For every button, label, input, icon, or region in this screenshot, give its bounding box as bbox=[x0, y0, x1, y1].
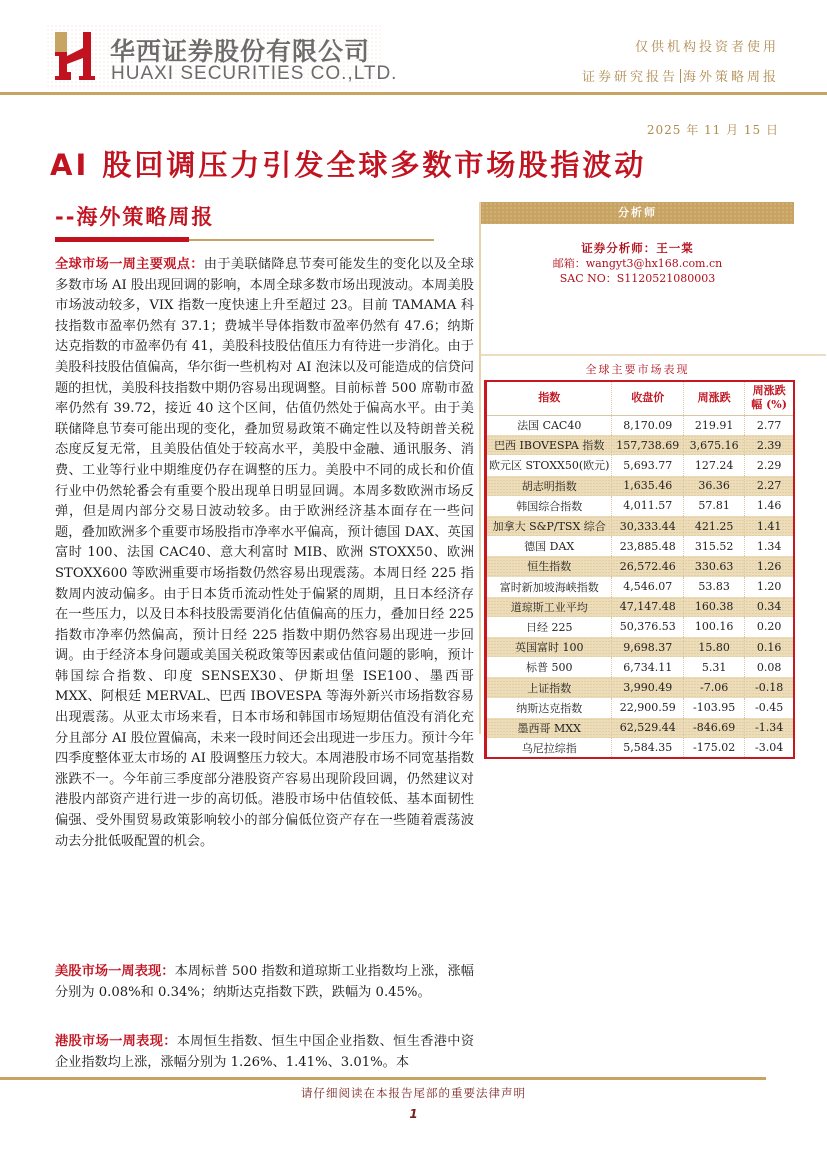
table-row bbox=[486, 698, 795, 718]
paragraph-text: 由于美联储降息节奏可能发生的变化以及全球多数市场 AI 股出现回调的影响，本周全球多数市场出现波动。本周美股市场波动较多，VIX 指数一度快速上升至超过 23。目前 TAMAMA 科技指数市盈率仍然有 37.1；费城半导体指数市盈率仍然有 47.6；纳斯达克指数的市盈率仍有 41，美股科技股估值压力有待进一步消化。由于美股科技股估值偏高，华尔街一些机构对 AI 泡沫以及可能造成的信贷问题的担忧，美股科技指数中期仍容易出现调整。目前标普 500 席勒市盈率仍然有 39.72，接近 40 这个区间，估值仍然处于偏高水平。由于美联储降息节奏可能出现的变化，叠加贸易政策不确定性以及特朗普关税态度反复无常，且美股估值处于较高水平，美股中金融、通讯服务、消费、工业等行业中期维度仍存在调整的压力。美股中不同的成长和价值行业中仍然轮番会有重要个股出现单日明显回调。本周多数欧洲市场反弹，但是周内部分交易日波动较多。由于欧洲经济基本面存在一些问题，叠加欧洲多个重要市场股指市净率水平偏高，预计德国 DAX、英国富时 100、法国 CAC40、意大利富时 MIB、欧洲 STOXX50、欧洲 STOXX600 等欧洲重要市场指数仍然容易出现震荡。本周日经 225 指数周内波动偏多。由于日本货币流动性处于偏紧的周期，且日本经济存在一些压力，以及日本科技股需要消化估值偏高的压力，叠加日经 225 指数市净率仍然偏高，预计日经 225 指数中期仍然容易出现进一步回调。由于经济本身问题或美国关税政策等因素或估值问题的影响，预计韩国综合指数、印度 SENSEX30、伊斯坦堡 ISE100、墨西哥 MXX、阿根廷 MERVAL、巴西 IBOVESPA 等海外新兴市场指数容易出现震荡。从亚太市场来看，日本市场和韩国市场短期估值没有消化充分且部分 AI 股位置偏高，未来一段时间还会出现进一步压力。预计今年四季度整体亚太市场的 AI 股调整压力较大。本周港股市场不同宽基指数涨跌不一。今年前三季度部分港股资产容易出现阶段回调，仍然建议对港股内部资产进行进一步的高切低。港股市场中估值较低、基本面韧性偏强、受外围贸易政策影响较小的部分偏低位资产存在一些随着震荡波动去分批低吸配置的机会。 bbox=[55, 257, 474, 849]
analyst-sac-number: SAC NO：S1120521080003 bbox=[559, 272, 716, 285]
cell-change-pct: 0.08 bbox=[756, 660, 782, 674]
report-title: AI 股回调压力引发全球多数市场股指波动 bbox=[50, 148, 647, 182]
report-type: 证券研究报告 bbox=[581, 70, 678, 85]
cell-change: 219.91 bbox=[684, 415, 745, 435]
company-name-cn: 华西证券股份有限公司 bbox=[110, 37, 371, 66]
cell-close: 8,170.09 bbox=[612, 415, 684, 435]
table-row bbox=[486, 677, 795, 697]
cell-index-name: 胡志明指数 bbox=[486, 476, 612, 496]
cell-index-name: 标普 500 bbox=[486, 657, 612, 677]
cell-close: 5,584.35 bbox=[612, 738, 684, 758]
table-row bbox=[486, 738, 795, 758]
cell-index-name: 墨西哥 MXX bbox=[486, 718, 612, 738]
table-row bbox=[486, 718, 795, 738]
header-close: 收盘价 bbox=[612, 381, 684, 415]
company-logo bbox=[46, 24, 398, 90]
cell-change-pct: 0.34 bbox=[745, 597, 794, 617]
cell-change: 57.81 bbox=[684, 496, 745, 516]
cell-index-name: 英国富时 100 bbox=[486, 637, 612, 657]
report-date: 2025 年 11 月 15 日 bbox=[646, 123, 779, 137]
report-category bbox=[582, 66, 779, 85]
cell-change-pct: -0.45 bbox=[755, 701, 784, 715]
cell-change: -175.02 bbox=[684, 738, 745, 758]
cell-change-pct: 0.20 bbox=[756, 620, 782, 634]
table-row bbox=[486, 476, 795, 496]
cell-index-name: 加拿大 S&P/TSX 综合 bbox=[486, 516, 612, 536]
cell-change-pct: 2.27 bbox=[745, 476, 794, 496]
table-header-row bbox=[486, 381, 795, 415]
cell-close: 47,147.48 bbox=[612, 597, 684, 617]
cell-change: 15.80 bbox=[684, 637, 745, 657]
table-row bbox=[486, 597, 795, 617]
cell-change-pct: 1.34 bbox=[756, 539, 782, 553]
table-body bbox=[486, 415, 795, 758]
analyst-name: 证券分析师：王一棠 bbox=[581, 241, 694, 255]
cell-index-name: 法国 CAC40 bbox=[486, 415, 612, 435]
cell-change-pct: 1.26 bbox=[745, 556, 794, 576]
header-index: 指数 bbox=[486, 381, 612, 415]
report-subtitle: --海外策略周报 bbox=[55, 205, 215, 229]
table-row bbox=[486, 435, 795, 455]
table-row bbox=[486, 516, 795, 536]
cell-change: 36.36 bbox=[684, 476, 745, 496]
table-caption: 全球主要市场表现 bbox=[585, 363, 690, 376]
cell-change: 330.63 bbox=[684, 556, 745, 576]
cell-change: 127.24 bbox=[684, 455, 745, 475]
paragraph-us-market bbox=[55, 962, 474, 1003]
cell-index-name: 道琼斯工业平均 bbox=[486, 597, 612, 617]
cell-change: 315.52 bbox=[684, 536, 745, 556]
audience-note: 仅供机构投资者使用 bbox=[634, 40, 779, 55]
title-underline-gold bbox=[189, 239, 434, 241]
cell-change-pct: 1.46 bbox=[756, 499, 782, 513]
cell-index-name: 上证指数 bbox=[486, 677, 612, 697]
paragraph-hk-market bbox=[55, 1032, 474, 1073]
paragraph-lead: 全球市场一周主要观点： bbox=[55, 257, 204, 272]
cell-index-name: 纳斯达克指数 bbox=[486, 698, 612, 718]
cell-close: 50,376.53 bbox=[612, 617, 684, 637]
company-name-en: HUAXI SECURITIES CO.,LTD. bbox=[111, 63, 398, 84]
cell-change: 5.31 bbox=[684, 657, 745, 677]
header-change-pct: 周涨跌 幅 (%) bbox=[751, 384, 787, 412]
cell-change: -7.06 bbox=[684, 677, 745, 697]
cell-close: 3,990.49 bbox=[612, 677, 684, 697]
cell-change: -103.95 bbox=[684, 698, 745, 718]
table-row bbox=[486, 637, 795, 657]
cell-close: 6,734.11 bbox=[612, 657, 684, 677]
cell-change: 421.25 bbox=[684, 516, 745, 536]
cell-close: 9,698.37 bbox=[612, 637, 684, 657]
cell-close: 4,011.57 bbox=[612, 496, 684, 516]
cell-change-pct: 2.39 bbox=[745, 435, 794, 455]
cell-index-name: 富时新加坡海峡指数 bbox=[486, 577, 612, 597]
legal-disclaimer-note: 请仔细阅读在本报告尾部的重要法律声明 bbox=[301, 1086, 526, 1100]
report-series: 海外策略周报 bbox=[682, 70, 779, 85]
cell-change-pct: -1.34 bbox=[745, 718, 794, 738]
cell-change: -846.69 bbox=[684, 718, 745, 738]
cell-close: 23,885.48 bbox=[612, 536, 684, 556]
cell-index-name: 德国 DAX bbox=[486, 536, 612, 556]
table-row bbox=[486, 415, 795, 435]
page-number: 1 bbox=[409, 1107, 418, 1121]
cell-change-pct: 0.16 bbox=[745, 637, 794, 657]
sidebar-divider bbox=[481, 354, 826, 356]
cell-change-pct: -0.18 bbox=[745, 677, 794, 697]
table-row bbox=[486, 556, 795, 576]
cell-index-name: 韩国综合指数 bbox=[486, 496, 612, 516]
cell-index-name: 恒生指数 bbox=[486, 556, 612, 576]
cell-close: 4,546.07 bbox=[612, 577, 684, 597]
footer-divider bbox=[0, 1077, 766, 1080]
cell-change: 53.83 bbox=[684, 577, 745, 597]
cell-change: 100.16 bbox=[684, 617, 745, 637]
huaxi-logo-icon bbox=[55, 32, 95, 80]
cell-change: 160.38 bbox=[684, 597, 745, 617]
market-performance-table bbox=[484, 380, 795, 759]
paragraph-text: 本周恒生指数、恒生中国企业指数、恒生香港中资企业指数均上涨，涨幅分别为 1.26%、1.41%、3.01%。本 bbox=[55, 1034, 475, 1070]
paragraph-lead: 美股市场一周表现： bbox=[55, 964, 175, 979]
cell-change-pct: -3.04 bbox=[755, 741, 784, 755]
table-row bbox=[486, 577, 795, 597]
category-separator bbox=[680, 69, 681, 83]
paragraph-text: 本周标普 500 指数和道琼斯工业指数均上涨，涨幅分别为 0.08%和 0.34%；纳斯达克指数下跌，跌幅为 0.45%。 bbox=[55, 964, 474, 1000]
analyst-section-header: 分析师 bbox=[481, 202, 794, 224]
sidebar bbox=[479, 202, 826, 755]
cell-change-pct: 2.77 bbox=[756, 418, 782, 432]
cell-close: 62,529.44 bbox=[612, 718, 684, 738]
cell-close: 26,572.46 bbox=[612, 556, 684, 576]
table-row bbox=[486, 617, 795, 637]
table-row bbox=[486, 455, 795, 475]
cell-change-pct: 1.20 bbox=[756, 580, 782, 594]
cell-close: 1,635.46 bbox=[612, 476, 684, 496]
table-row bbox=[486, 496, 795, 516]
paragraph-global-market-view bbox=[55, 255, 474, 852]
cell-close: 157,738.69 bbox=[612, 435, 684, 455]
cell-close: 22,900.59 bbox=[612, 698, 684, 718]
paragraph-lead: 港股市场一周表现： bbox=[55, 1034, 177, 1049]
cell-change-pct: 2.29 bbox=[756, 458, 782, 472]
header-change: 周涨跌 bbox=[684, 381, 745, 415]
title-underline-red bbox=[55, 237, 189, 242]
cell-close: 5,693.77 bbox=[612, 455, 684, 475]
cell-close: 30,333.44 bbox=[612, 516, 684, 536]
cell-index-name: 乌尼拉综指 bbox=[486, 738, 612, 758]
header-divider bbox=[0, 92, 827, 95]
table-row bbox=[486, 657, 795, 677]
cell-change-pct: 1.41 bbox=[745, 516, 794, 536]
cell-index-name: 欧元区 STOXX50(欧元) bbox=[486, 455, 612, 475]
cell-index-name: 日经 225 bbox=[486, 617, 612, 637]
table-row bbox=[486, 536, 795, 556]
analyst-email[interactable]: 邮箱：wangyt3@hx168.com.cn bbox=[552, 257, 723, 270]
cell-index-name: 巴西 IBOVESPA 指数 bbox=[486, 435, 612, 455]
cell-change: 3,675.16 bbox=[684, 435, 745, 455]
